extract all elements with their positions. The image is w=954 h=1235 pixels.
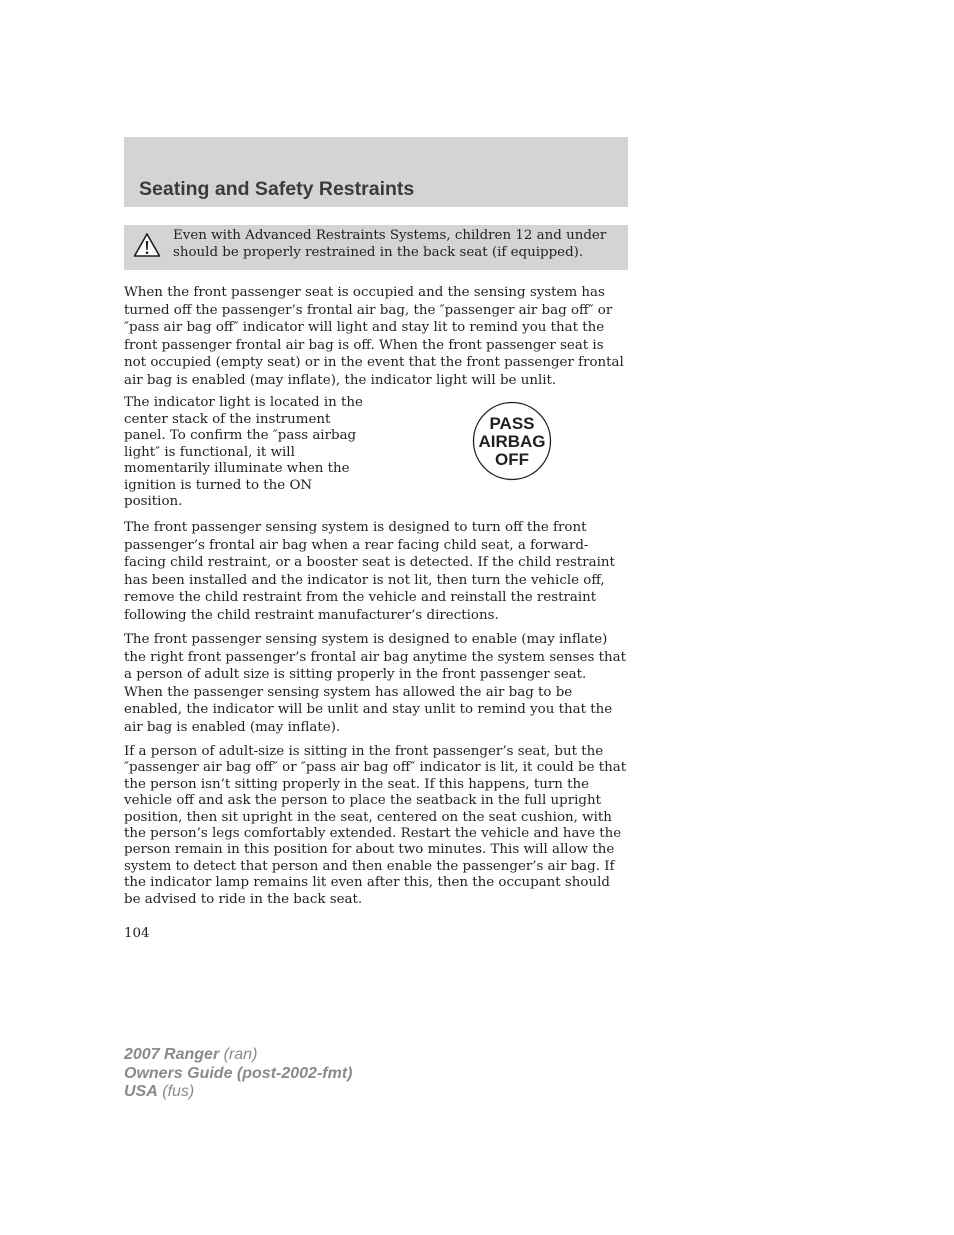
warning-triangle-icon xyxy=(133,232,161,258)
footer-model-code: (ran) xyxy=(223,1046,258,1063)
footer-model: 2007 Ranger xyxy=(124,1046,220,1063)
paragraph-indicator-location: The indicator light is located in the center stack of the instrument panel. To confirm the ″pass airbag light″ is functional, it will momentarily illuminate when the ignition is turned to the ON position. xyxy=(124,395,363,509)
footer-line-guide xyxy=(124,1065,352,1084)
paragraph-adult-indicator-lit: If a person of adult-size is sitting in the front passenger’s seat, but the ″passenger air bag off″ or ″pass air bag off″ indicator is lit, it could be that the person isn’t sitting properly in the seat. If this happens, turn the vehicle off and ask the person to place the seatback in the full upright position, then sit upright in the seat, centered on the seat cushion, with the person’s legs comfortably extended. Restart the vehicle and have the person remain in this position for about two minutes. This will allow the system to detect that person and then enable the passenger’s air bag. If the indicator lamp remains lit even after this, then the occupant should be advised to ride in the back seat. xyxy=(124,744,627,907)
footer-line-model xyxy=(124,1046,352,1065)
pass-airbag-off-indicator-icon xyxy=(472,401,552,481)
paragraph-indicator-overview: When the front passenger seat is occupied and the sensing system has turned off the passenger’s frontal air bag, the ″passenger air bag off″ or ″pass air bag off″ indicator will light and stay lit to remind you that the front passenger frontal air bag is off. When the front passenger seat is not occupied (empty seat) or in the event that the front passenger frontal air bag is enabled (may inflate), the indicator light will be unlit. xyxy=(124,285,624,388)
warning-box xyxy=(124,225,628,270)
badge-line-pass: PASS xyxy=(489,414,535,433)
footer-market-code: (fus) xyxy=(162,1083,195,1100)
paragraph-child-restraint: The front passenger sensing system is designed to turn off the front passenger’s frontal air bag when a rear facing child seat, a forward-facing child restraint, or a booster seat is detected. If the child restraint has been installed and the indicator is not lit, then turn the vehicle off, remove the child restraint from the vehicle and reinstall the restraint following the child restraint manufacturer’s directions. xyxy=(124,520,615,623)
badge-line-airbag: AIRBAG xyxy=(478,432,546,451)
badge-line-off: OFF xyxy=(495,450,529,469)
footer-market: USA xyxy=(124,1083,158,1100)
warning-text: Even with Advanced Restraints Systems, children 12 and under should be properly restrained in the back seat (if equipped). xyxy=(173,228,607,260)
document-footer xyxy=(124,1046,352,1102)
footer-line-market xyxy=(124,1083,352,1102)
section-title: Seating and Safety Restraints xyxy=(139,178,415,200)
paragraph-adult-enable: The front passenger sensing system is designed to enable (may inflate) the right front passenger’s frontal air bag anytime the system senses that a person of adult size is sitting properly in the front passenger seat. When the passenger sensing system has allowed the air bag to be enabled, the indicator will be unlit and stay unlit to remind you that the air bag is enabled (may inflate). xyxy=(124,632,626,735)
page-number: 104 xyxy=(124,926,150,941)
section-header xyxy=(124,137,628,207)
footer-guide: Owners Guide (post-2002-fmt) xyxy=(124,1064,353,1082)
